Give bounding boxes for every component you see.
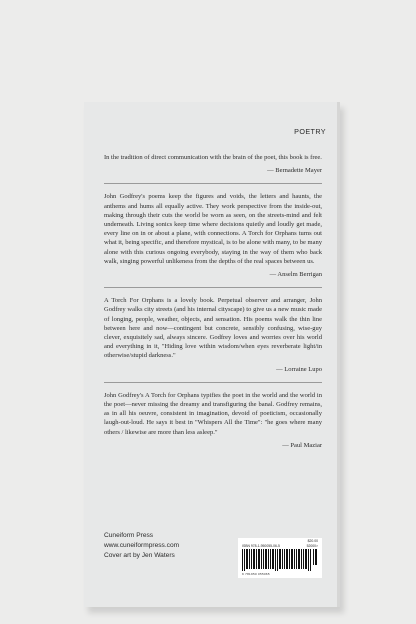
blurb-author: — Bernadette Mayer <box>267 167 322 175</box>
blurb-author: — Anselm Berrigan <box>269 271 322 279</box>
blurbs <box>104 153 322 450</box>
price-code: 52000> <box>306 544 318 548</box>
divider <box>104 382 322 383</box>
category-label: POETRY <box>294 127 326 136</box>
blurb-text: John Godfrey's A Torch for Orphans typifies the poet in the world and the world in the poet—never missing the dreamy and transfiguring the banal. Godfrey remains, as in all his oeuvre, consistent in imagination, devoid of poeticism, occasionally laugh-out-loud. He says it best in "Whispers All the Time": "he goes where many others / likewise are more than less asleep." <box>104 391 322 436</box>
blurb-text: John Godfrey's poems keep the figures and voids, the letters and haunts, the anthems and hums all equally active. They work perspective from the inside-out, making through their cuts the world be worn as seen, on the streets-mind and felt underneath. Living sonics keep time where decisions quietly and loudly get made, every line on in or about a plane, with connections. A Torch for Orphans turns out what it, being specific, and therefore mystical, is to be alone with many, to be many alone with this curious ongoing everybody, staying in the way of them who back walk, singing powerful unlikeness from the depths of the real spaces between us. <box>104 193 322 265</box>
barcode-icon <box>242 549 318 571</box>
publisher-info <box>104 531 179 561</box>
blurb-text: A Torch For Orphans is a lovely book. Perpetual observer and arranger, John Godfrey walks city streets (and his internal cityscape) to give us a new music made of longing, people, weather, objects, and sensation. His poems walk the thin line between here and now—contingent but concrete, sensibly confusing, wise-guy clever, exquisitely sad, always sincere. Godfrey loves and worries over his world and everything in it, "Hiding love within wisdom/when eyes reverberate light/in otherwise/stupid darkness." <box>104 297 322 360</box>
publisher-website: www.cuneiformpress.com <box>104 542 180 549</box>
divider <box>104 183 322 184</box>
blurb-author: — Paul Maziar <box>282 441 322 449</box>
book-back-cover <box>84 102 340 607</box>
price-label: $20.00 <box>307 539 318 543</box>
publisher-name: Cuneiform Press <box>104 532 154 539</box>
barcode-digits: 9 781950 055065 <box>242 572 270 576</box>
isbn-barcode <box>238 538 322 578</box>
blurb-text: In the tradition of direct communication with the brain of the poet, this book is free. <box>104 154 322 161</box>
cover-art-credit: Cover art by Jen Waters <box>104 552 175 559</box>
divider <box>104 287 322 288</box>
blurb-author: — Lorraine Lupo <box>276 365 322 373</box>
isbn-label: ISBN 978-1-950055-06-5 <box>242 544 280 548</box>
